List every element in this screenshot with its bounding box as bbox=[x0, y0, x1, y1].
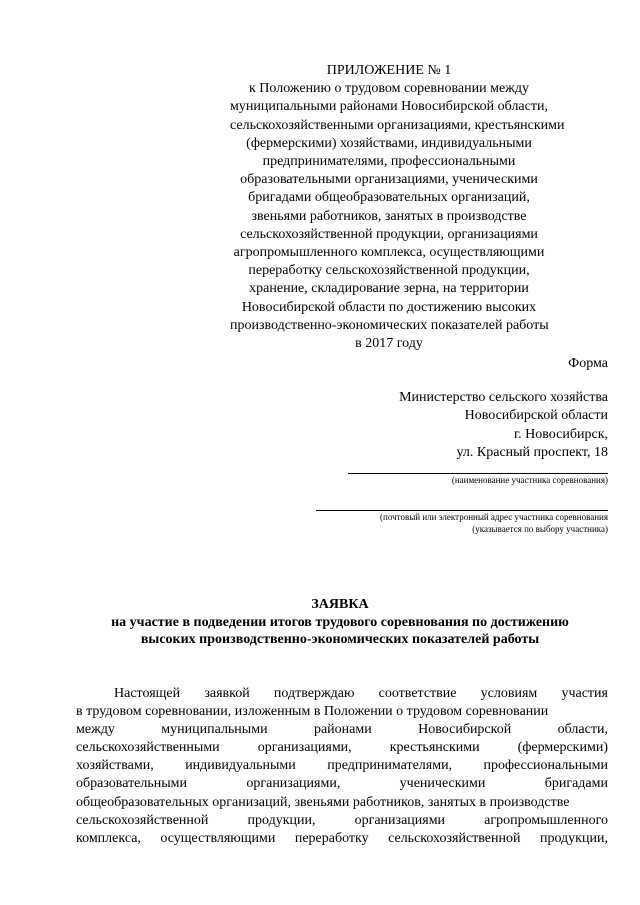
body-word: Настоящей bbox=[114, 686, 181, 701]
body-line bbox=[76, 812, 608, 830]
body-line bbox=[76, 794, 608, 812]
title-heading: ЗАЯВКА bbox=[311, 597, 369, 612]
body-word: осуществляющими bbox=[160, 830, 276, 846]
body-word: организациями, bbox=[257, 740, 352, 756]
addressee-line: г. Новосибирск, bbox=[514, 426, 608, 442]
form-label: Форма bbox=[568, 356, 608, 371]
body-word: в трудовом соревновании, изложенным в Положении о трудовом соревновании bbox=[76, 704, 549, 720]
application-body bbox=[76, 685, 608, 848]
addressee-line: Министерство сельского хозяйства bbox=[399, 390, 608, 405]
participant-address-field bbox=[316, 510, 608, 535]
appendix-line: бригадами общеобразовательных организаций, bbox=[248, 190, 530, 206]
body-word: переработку bbox=[294, 830, 369, 846]
body-word: участия bbox=[561, 686, 608, 701]
body-line bbox=[76, 775, 608, 793]
appendix-line: звеньями работников, занятых в производстве bbox=[251, 208, 527, 224]
body-word: агропромышленного bbox=[484, 812, 608, 828]
body-word: (фермерскими) bbox=[517, 740, 608, 756]
appendix-line: муниципальными районами Новосибирской области, bbox=[230, 99, 548, 115]
appendix-line: агропромышленного комплекса, осуществляющими bbox=[233, 245, 545, 261]
body-line bbox=[76, 739, 608, 757]
appendix-line: производственно-экономических показателей работы bbox=[230, 317, 549, 333]
body-word: соответствие bbox=[378, 686, 457, 701]
body-line bbox=[76, 703, 608, 721]
body-word: муниципальными bbox=[161, 722, 268, 738]
body-word: районами bbox=[313, 722, 372, 738]
body-word: хозяйствами, bbox=[76, 758, 154, 774]
participant-address-hint: (почтовый или электронный адрес участника соревнования bbox=[380, 512, 608, 522]
body-word: условиям bbox=[480, 686, 538, 701]
body-line bbox=[76, 685, 608, 703]
body-line bbox=[76, 830, 608, 848]
application-title bbox=[70, 596, 610, 649]
appendix-line: сельскохозяйственными организациями, крестьянскими bbox=[230, 117, 565, 133]
participant-name-hint: (наименование участника соревнования) bbox=[451, 475, 608, 485]
body-word: организациями, bbox=[246, 776, 341, 792]
body-word: индивидуальными bbox=[185, 758, 296, 774]
addressee-line: ул. Красный проспект, 18 bbox=[456, 444, 608, 460]
body-word: сельскохозяйственными bbox=[76, 740, 220, 756]
body-word: бригадами bbox=[544, 776, 608, 792]
appendix-line: Новосибирской области по достижению высоких bbox=[241, 299, 537, 315]
appendix-line: сельскохозяйственной продукции, организациями bbox=[240, 226, 538, 242]
appendix-header bbox=[230, 62, 565, 353]
body-word: между bbox=[76, 722, 115, 738]
body-line bbox=[76, 721, 608, 739]
appendix-line: ПРИЛОЖЕНИЕ № 1 bbox=[326, 63, 452, 78]
addressee-block bbox=[399, 389, 608, 462]
addressee-line: Новосибирской области bbox=[464, 408, 608, 424]
body-word: Новосибирской bbox=[418, 722, 512, 738]
body-word: продукции, bbox=[247, 812, 316, 828]
body-word: общеобразовательных организаций, звеньями работников, занятых в производстве bbox=[76, 794, 570, 810]
body-word: организациями bbox=[354, 812, 446, 828]
title-subline: высоких производственно-экономических показателей работы bbox=[140, 632, 540, 647]
participant-address-hint-note: (указывается по выбору участника) bbox=[472, 524, 608, 534]
appendix-line: (фермерскими) хозяйствами, индивидуальными bbox=[246, 135, 532, 151]
body-line bbox=[76, 757, 608, 775]
appendix-line: переработку сельскохозяйственной продукции, bbox=[248, 263, 530, 279]
body-word: крестьянскими bbox=[389, 740, 480, 756]
appendix-line: предпринимателями, профессиональными bbox=[262, 154, 516, 170]
body-word: области, bbox=[557, 722, 608, 738]
appendix-line: в 2017 году bbox=[355, 336, 423, 352]
appendix-line: к Положению о трудовом соревновании между bbox=[249, 81, 529, 97]
body-word: заявкой bbox=[204, 686, 250, 701]
body-word: сельскохозяйственной bbox=[388, 830, 521, 846]
body-word: ученическими bbox=[399, 776, 486, 792]
appendix-line: хранение, складирование зерна, на территории bbox=[249, 281, 529, 297]
body-word: продукции, bbox=[539, 830, 608, 846]
body-word: образовательными bbox=[76, 776, 188, 792]
participant-name-field bbox=[348, 473, 608, 486]
title-subline: на участие в подведении итогов трудового соревнования по достижению bbox=[111, 614, 569, 630]
appendix-line: образовательными организациями, ученическими bbox=[240, 172, 538, 188]
body-word: подтверждаю bbox=[273, 686, 355, 701]
body-word: предпринимателями, bbox=[327, 758, 453, 774]
body-word: профессиональными bbox=[483, 758, 608, 774]
body-word: сельскохозяйственной bbox=[76, 812, 209, 828]
body-word: комплекса, bbox=[76, 830, 141, 846]
